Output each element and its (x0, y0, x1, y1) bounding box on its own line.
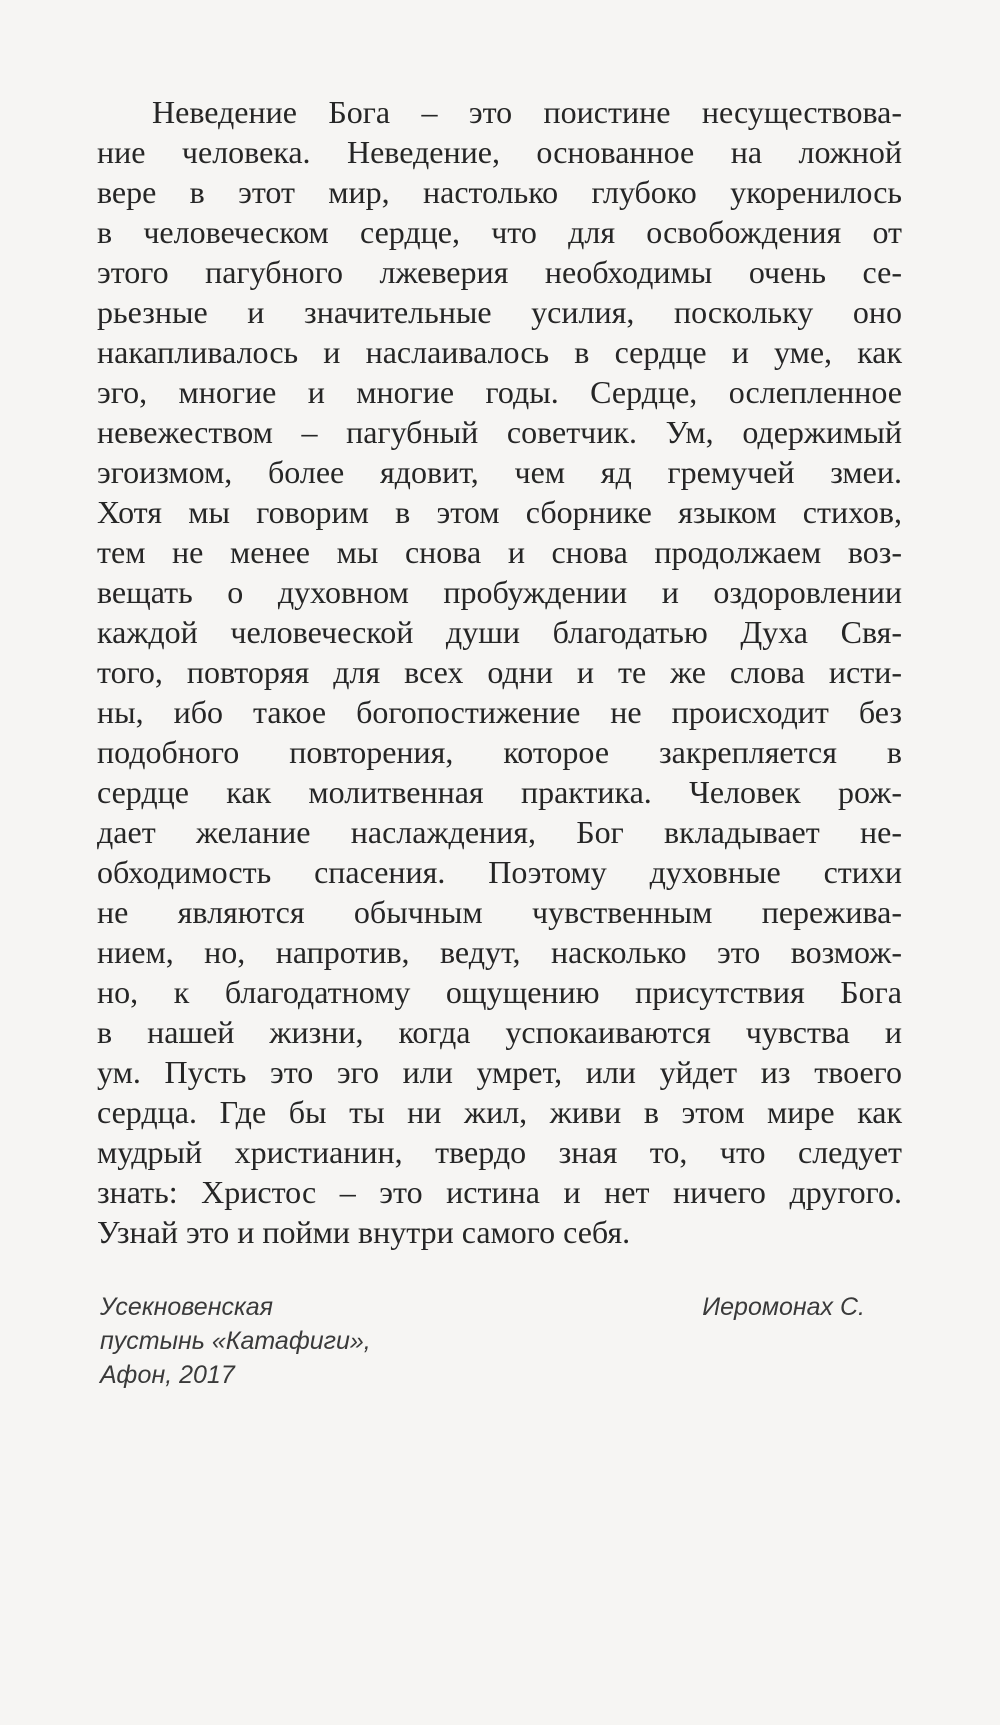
text-line: невежеством – пагубный советчик. Ум, одержимый (97, 414, 902, 450)
place-line: Усекновенская (100, 1293, 274, 1321)
text-line: накапливалось и наслаивалось в сердце и уме, как (97, 334, 902, 370)
text-line: этого пагубного лжеверия необходимы очень се- (97, 254, 902, 290)
text-line: эго, многие и многие годы. Сердце, ослепленное (97, 374, 902, 410)
signature-author: Иеромонах С. (702, 1293, 865, 1321)
text-line: нием, но, напротив, ведут, насколько это возмож- (97, 934, 902, 970)
text-line: того, повторяя для всех одни и те же слова исти- (97, 654, 902, 690)
text-line: сердца. Где бы ты ни жил, живи в этом мире как (97, 1094, 902, 1130)
text-line: обходимость спасения. Поэтому духовные стихи (97, 854, 902, 890)
text-line: в нашей жизни, когда успокаиваются чувства и (97, 1014, 902, 1050)
place-line: пустынь «Катафиги», (100, 1327, 371, 1355)
place-line: Афон, 2017 (100, 1361, 235, 1389)
text-line: ны, ибо такое богопостижение не происходит без (97, 694, 902, 730)
text-line: знать: Христос – это истина и нет ничего другого. (97, 1174, 902, 1210)
body-text (97, 92, 902, 1252)
text-line: рьезные и значительные усилия, поскольку оно (97, 294, 902, 330)
text-line: но, к благодатному ощущению присутствия Бога (97, 974, 902, 1010)
text-line: Неведение Бога – это поистине несуществова- (152, 94, 902, 130)
text-line: мудрый христианин, твердо зная то, что следует (97, 1134, 902, 1170)
signature-place (100, 1290, 371, 1392)
text-line: эгоизмом, более ядовит, чем яд гремучей змеи. (97, 454, 902, 490)
text-line: ние человека. Неведение, основанное на ложной (97, 134, 902, 170)
text-line: сердце как молитвенная практика. Человек рож- (97, 774, 902, 810)
text-line: Узнай это и пойми внутри самого себя. (97, 1214, 631, 1250)
text-line: вере в этот мир, настолько глубоко укоренилось (97, 174, 902, 210)
text-line: вещать о духовном пробуждении и оздоровлении (97, 574, 902, 610)
text-line: тем не менее мы снова и снова продолжаем воз- (97, 534, 902, 570)
text-line: не являются обычным чувственным пережива- (97, 894, 902, 930)
text-line: в человеческом сердце, что для освобождения от (97, 214, 902, 250)
text-line: ум. Пусть это эго или умрет, или уйдет из твоего (97, 1054, 902, 1090)
text-line: дает желание наслаждения, Бог вкладывает не- (97, 814, 902, 850)
text-line: каждой человеческой души благодатью Духа Свя- (97, 614, 902, 650)
text-line: Хотя мы говорим в этом сборнике языком стихов, (97, 494, 902, 530)
text-line: подобного повторения, которое закрепляется в (97, 734, 902, 770)
